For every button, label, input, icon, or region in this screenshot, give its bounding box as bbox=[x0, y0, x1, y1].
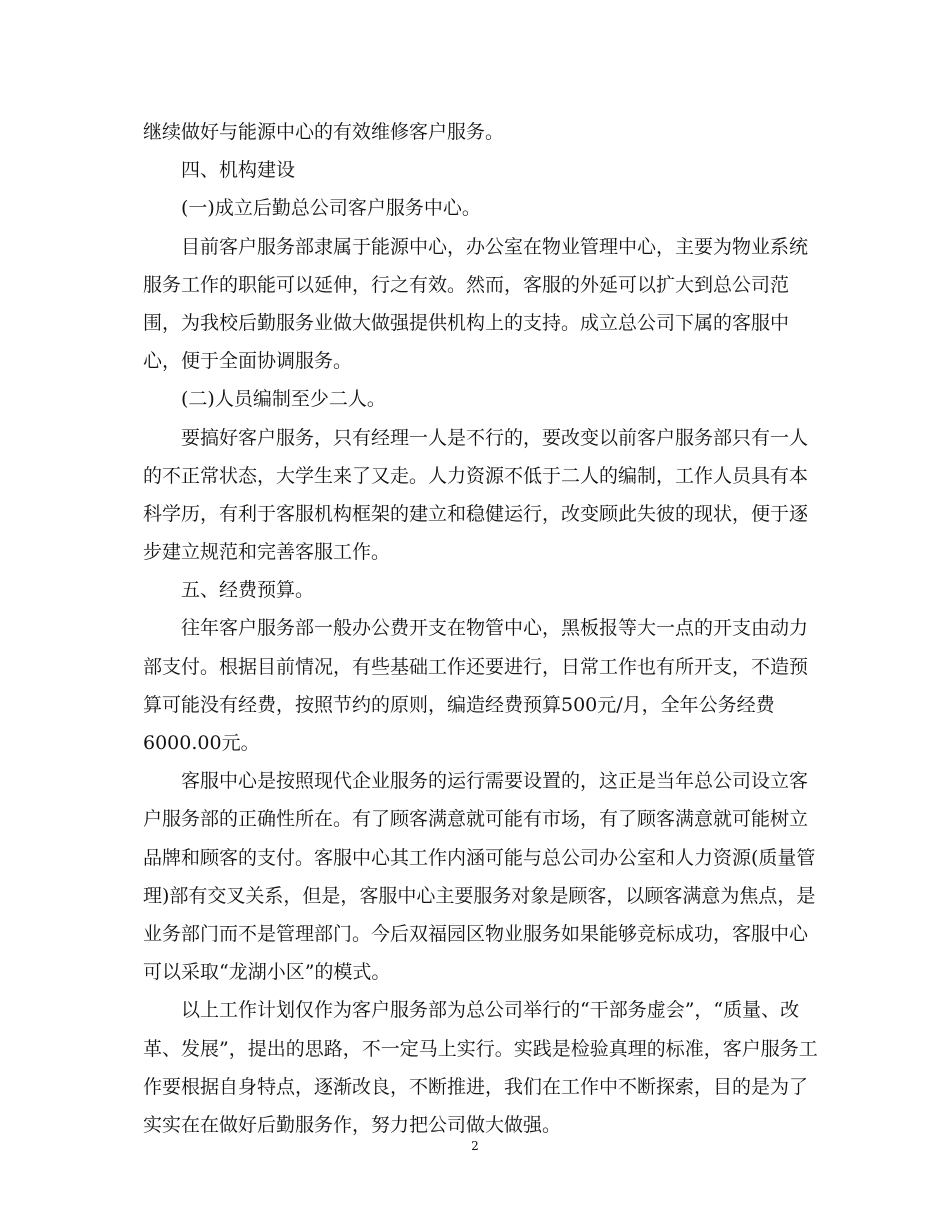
text-line: 心，便于全面协调服务。 bbox=[143, 350, 353, 373]
text-line: 作要根据自身特点，逐渐改良，不断推进，我们在工作中不断探索，目的是为了 bbox=[143, 1075, 809, 1098]
text-line: 以上工作计划仅作为客户服务部为总公司举行的“干部务虚会”，“质量、改 bbox=[181, 999, 800, 1022]
document-body bbox=[143, 113, 818, 1144]
text-line: 服务工作的职能可以延伸，行之有效。然而，客服的外延可以扩大到总公司范 bbox=[143, 273, 790, 296]
page-number: 2 bbox=[471, 1139, 479, 1153]
text-line: 继续做好与能源中心的有效维修客户服务。 bbox=[143, 121, 505, 143]
text-line: 四、机构建设 bbox=[181, 159, 296, 182]
text-line: 目前客户服务部隶属于能源中心，办公室在物业管理中心，主要为物业系统 bbox=[181, 235, 809, 258]
text-line: (二)人员编制至少二人。 bbox=[181, 388, 386, 411]
text-line: (一)成立后勤总公司客户服务中心。 bbox=[181, 197, 481, 220]
text-line: 的不正常状态，大学生来了又走。人力资源不低于二人的编制，工作人员具有本 bbox=[143, 464, 809, 487]
text-line: 户服务部的正确性所在。有了顾客满意就可能有市场，有了顾客满意就可能树立 bbox=[143, 808, 809, 831]
text-line: 品牌和顾客的支付。客服中心其工作内涵可能与总公司办公室和人力资源(质量管 bbox=[143, 846, 816, 869]
text-line: 算可能没有经费，按照节约的原则，编造经费预算500元/月，全年公务经费 bbox=[143, 693, 775, 716]
text-line: 部支付。根据目前情况，有些基础工作还要进行，日常工作也有所开支，不造预 bbox=[143, 655, 809, 678]
text-line: 业务部门而不是管理部门。今后双福园区物业服务如果能够竞标成功，客服中心 bbox=[143, 922, 809, 945]
text-line: 可以采取“龙湖小区”的模式。 bbox=[143, 961, 391, 984]
text-line: 理)部有交叉关系，但是，客服中心主要服务对象是顾客，以顾客满意为焦点，是 bbox=[143, 884, 816, 907]
text-line: 革、发展”，提出的思路，不一定马上实行。实践是检验真理的标准，客户服务工 bbox=[143, 1037, 818, 1060]
text-line: 围，为我校后勤服务业做大做强提供机构上的支持。成立总公司下属的客服中 bbox=[143, 311, 790, 334]
text-line: 步建立规范和完善客服工作。 bbox=[143, 541, 391, 564]
text-line: 客服中心是按照现代企业服务的运行需要设置的，这正是当年总公司设立客 bbox=[181, 770, 809, 793]
text-line: 科学历，有利于客服机构框架的建立和稳健运行，改变顾此失彼的现状，便于逐 bbox=[143, 502, 809, 525]
text-line: 实实在在做好后勤服务作，努力把公司做大做强。 bbox=[143, 1113, 562, 1136]
text-line: 五、经费预算。 bbox=[181, 579, 315, 602]
text-line: 6000.00元。 bbox=[143, 732, 260, 754]
text-line: 往年客户服务部一般办公费开支在物管中心，黑板报等大一点的开支由动力 bbox=[181, 617, 809, 640]
text-line: 要搞好客户服务，只有经理一人是不行的，要改变以前客户服务部只有一人 bbox=[181, 426, 809, 449]
